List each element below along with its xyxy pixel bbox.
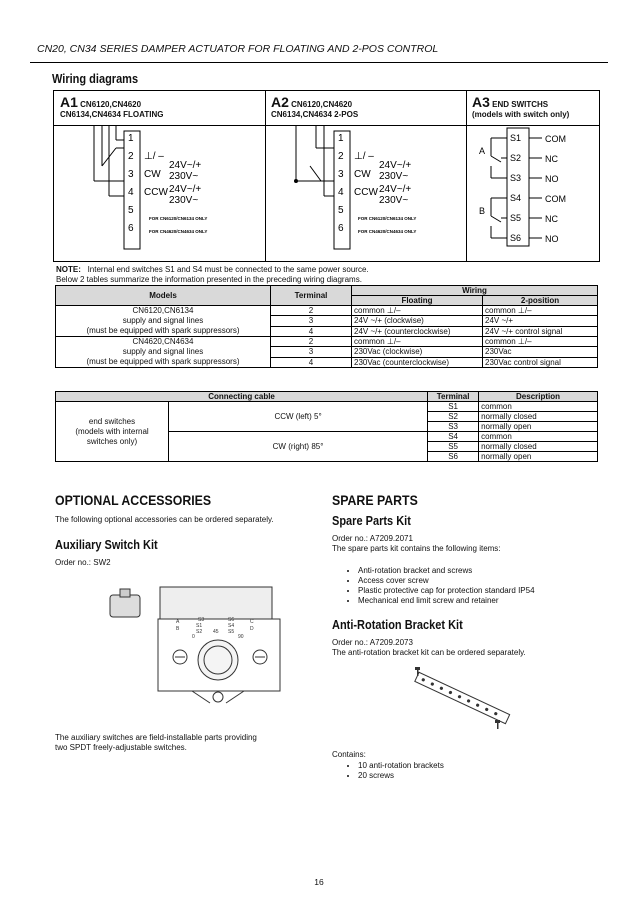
a2-v1b: 230V~ <box>379 171 409 182</box>
svg-text:90: 90 <box>238 634 244 640</box>
svg-text:S6: S6 <box>228 617 235 623</box>
a3-s6: S6 <box>510 233 522 243</box>
svg-text:S1: S1 <box>196 623 203 629</box>
a1-terminal-6: 6 <box>128 223 134 234</box>
svg-text:S2: S2 <box>196 629 203 635</box>
spare-parts-list <box>336 566 535 606</box>
a3-com-2: COM <box>545 194 566 204</box>
aux-switch-description: The auxiliary switches are field-installable parts providing two SPDT freely-adjustable switches. <box>55 733 257 752</box>
table-row: S6 normally open <box>56 452 598 462</box>
end-switches-table: Connecting cable Terminal Description end switches (models with internal switches only) CCW (left) 5° S1 common S2 normally closed S3 normally open CW (right) 85° S4 common S5 normally closed S6 normally open <box>55 391 598 462</box>
svg-text:45: 45 <box>213 629 219 635</box>
a2-note-2: FOR CN4620/CN4634 ONLY <box>358 229 417 234</box>
a3-switch-b: B <box>479 206 486 216</box>
svg-text:S3: S3 <box>198 617 205 623</box>
a3-no-2: NO <box>545 234 559 244</box>
table-row: CN6120,CN6134 supply and signal lines (must be equipped with spark suppressors) 2 common ⊥/– common ⊥/– <box>56 306 598 316</box>
aux-switch-order: Order no.: SW2 <box>55 558 111 567</box>
a3-no-1: NO <box>545 174 559 184</box>
list-item: • Mechanical end limit screw and retainer <box>358 596 535 606</box>
a2-terminal-3: 3 <box>338 169 344 180</box>
diagram-a1 <box>54 126 265 260</box>
table-row: 4 24V ~/+ (counterclockwise) 24V ~/+ control signal <box>56 326 598 336</box>
optional-intro: The following optional accessories can be ordered separately. <box>55 515 274 524</box>
a2-v2b: 230V~ <box>379 195 409 206</box>
table-row: 3 24V ~/+ (clockwise) 24V ~/+ <box>56 316 598 326</box>
anti-rotation-bracket-image <box>410 665 520 745</box>
wiring-diagrams-title: Wiring diagrams <box>52 72 139 86</box>
header-rule <box>30 62 608 63</box>
list-item: • Plastic protective cap for protection standard IP54 <box>358 586 535 596</box>
a3-switch-a: A <box>479 146 486 156</box>
a2-terminal-2: 2 <box>338 151 344 162</box>
table-row: S3 normally open <box>56 422 598 432</box>
a3-s4: S4 <box>510 193 522 203</box>
wiring-diagrams-box <box>53 90 600 262</box>
diagram-a2 <box>266 126 466 260</box>
a2-v2a: 24V~/+ <box>379 184 412 195</box>
a2-v1a: 24V~/+ <box>379 160 412 171</box>
a1-v2b: 230V~ <box>169 195 199 206</box>
svg-text:0: 0 <box>192 634 195 640</box>
a2-terminal-5: 5 <box>338 205 344 216</box>
diagram-a2-header: A2 CN6120,CN4620 CN6134,CN4634 2-POS <box>271 94 359 119</box>
note-block: NOTE: Internal end switches S1 and S4 must be connected to the same power source. Below 2 tables summarize the information presented in the preceding wiring diagrams. <box>56 265 369 284</box>
svg-text:C: C <box>250 619 254 625</box>
contains-list <box>336 761 444 781</box>
list-item: • 10 anti-rotation brackets <box>358 761 444 771</box>
a3-s5: S5 <box>510 213 522 223</box>
page-number: 16 <box>314 877 324 887</box>
a1-label-cw: CW <box>144 169 161 180</box>
svg-text:S5: S5 <box>228 629 235 635</box>
a1-label-ccw: CCW <box>144 187 168 198</box>
svg-text:A: A <box>176 619 180 625</box>
a2-label-ccw: CCW <box>354 187 378 198</box>
svg-text:B: B <box>176 626 180 632</box>
a1-terminal-2: 2 <box>128 151 134 162</box>
page-header-title: CN20, CN34 SERIES DAMPER ACTUATOR FOR FLOATING AND 2-POS CONTROL <box>37 43 439 55</box>
aux-switch-kit-title: Auxiliary Switch Kit <box>55 538 158 552</box>
a2-note-1: FOR CN6120/CN6134 ONLY <box>358 216 417 221</box>
spare-parts-kit-order: Order no.: A7209.2071 The spare parts kit contains the following items: <box>332 534 501 553</box>
a3-s1: S1 <box>510 133 522 143</box>
a1-v1a: 24V~/+ <box>169 160 202 171</box>
a1-label-common: ⊥/ – <box>144 151 164 162</box>
a2-terminal-6: 6 <box>338 223 344 234</box>
diagram-a3 <box>467 126 599 260</box>
a1-note-2: FOR CN4620/CN4634 ONLY <box>149 229 208 234</box>
diagram-a1-header: A1 CN6120,CN4620 CN6134,CN4634 FLOATING <box>60 94 164 119</box>
a1-terminal-4: 4 <box>128 187 134 198</box>
spare-parts-kit-title: Spare Parts Kit <box>332 514 411 528</box>
table-row: CW (right) 85° S4 common <box>56 432 598 442</box>
a2-terminal-1: 1 <box>338 133 344 144</box>
a1-terminal-1: 1 <box>128 133 134 144</box>
a2-terminal-4: 4 <box>338 187 344 198</box>
a1-terminal-5: 5 <box>128 205 134 216</box>
aux-switch-kit-image <box>100 585 290 705</box>
contains-label: Contains: <box>332 750 366 759</box>
table-row: S5 normally closed <box>56 442 598 452</box>
a1-terminal-3: 3 <box>128 169 134 180</box>
list-item: • Access cover screw <box>358 576 535 586</box>
list-item: • Anti-rotation bracket and screws <box>358 566 535 576</box>
anti-rotation-kit-order: Order no.: A7209.2073 The anti-rotation bracket kit can be ordered separately. <box>332 638 526 657</box>
anti-rotation-kit-title: Anti-Rotation Bracket Kit <box>332 618 463 632</box>
a3-com-1: COM <box>545 134 566 144</box>
svg-text:D: D <box>250 626 254 632</box>
svg-text:S4: S4 <box>228 623 235 629</box>
optional-accessories-title: OPTIONAL ACCESSORIES <box>55 492 212 508</box>
spare-parts-title: SPARE PARTS <box>332 492 418 508</box>
a2-label-cw: CW <box>354 169 371 180</box>
table-row: 4 230Vac (counterclockwise) 230Vac control signal <box>56 357 598 367</box>
a3-nc-1: NC <box>545 154 558 164</box>
table-row: end switches (models with internal switches only) CCW (left) 5° S1 common <box>56 402 598 412</box>
a2-junction-dot <box>294 179 298 183</box>
a1-v2a: 24V~/+ <box>169 184 202 195</box>
a3-nc-2: NC <box>545 214 558 224</box>
a1-v1b: 230V~ <box>169 171 199 182</box>
a2-label-common: ⊥/ – <box>354 151 374 162</box>
table-row: 3 230Vac (clockwise) 230Vac <box>56 347 598 357</box>
table-row: CN4620,CN4634 supply and signal lines (must be equipped with spark suppressors) 2 common ⊥/– common ⊥/– <box>56 337 598 347</box>
list-item: • 20 screws <box>358 771 444 781</box>
table-row: S2 normally closed <box>56 412 598 422</box>
wiring-summary-table: Models Terminal Wiring Floating 2-position CN6120,CN6134 supply and signal lines (must be equipped with spark suppressors) 2 common ⊥/– common ⊥/– 3 24V ~/+ (clockwise) 24V ~/+ 4 24V ~/+ (counterclockwise) 24V ~/+ control signal CN4620,CN4634 supply and signal lines (must be equipped with spark suppressors) 2 common ⊥/– common ⊥/– 3 230Vac (clockwise) 230Vac 4 230Vac (counterclockwise) 230Vac control signal <box>55 285 598 368</box>
diagram-a3-header: A3 END SWITCHS (models with switch only) <box>472 94 570 119</box>
a3-s3: S3 <box>510 173 522 183</box>
a1-note-1: FOR CN6120/CN6134 ONLY <box>149 216 208 221</box>
a3-s2: S2 <box>510 153 522 163</box>
